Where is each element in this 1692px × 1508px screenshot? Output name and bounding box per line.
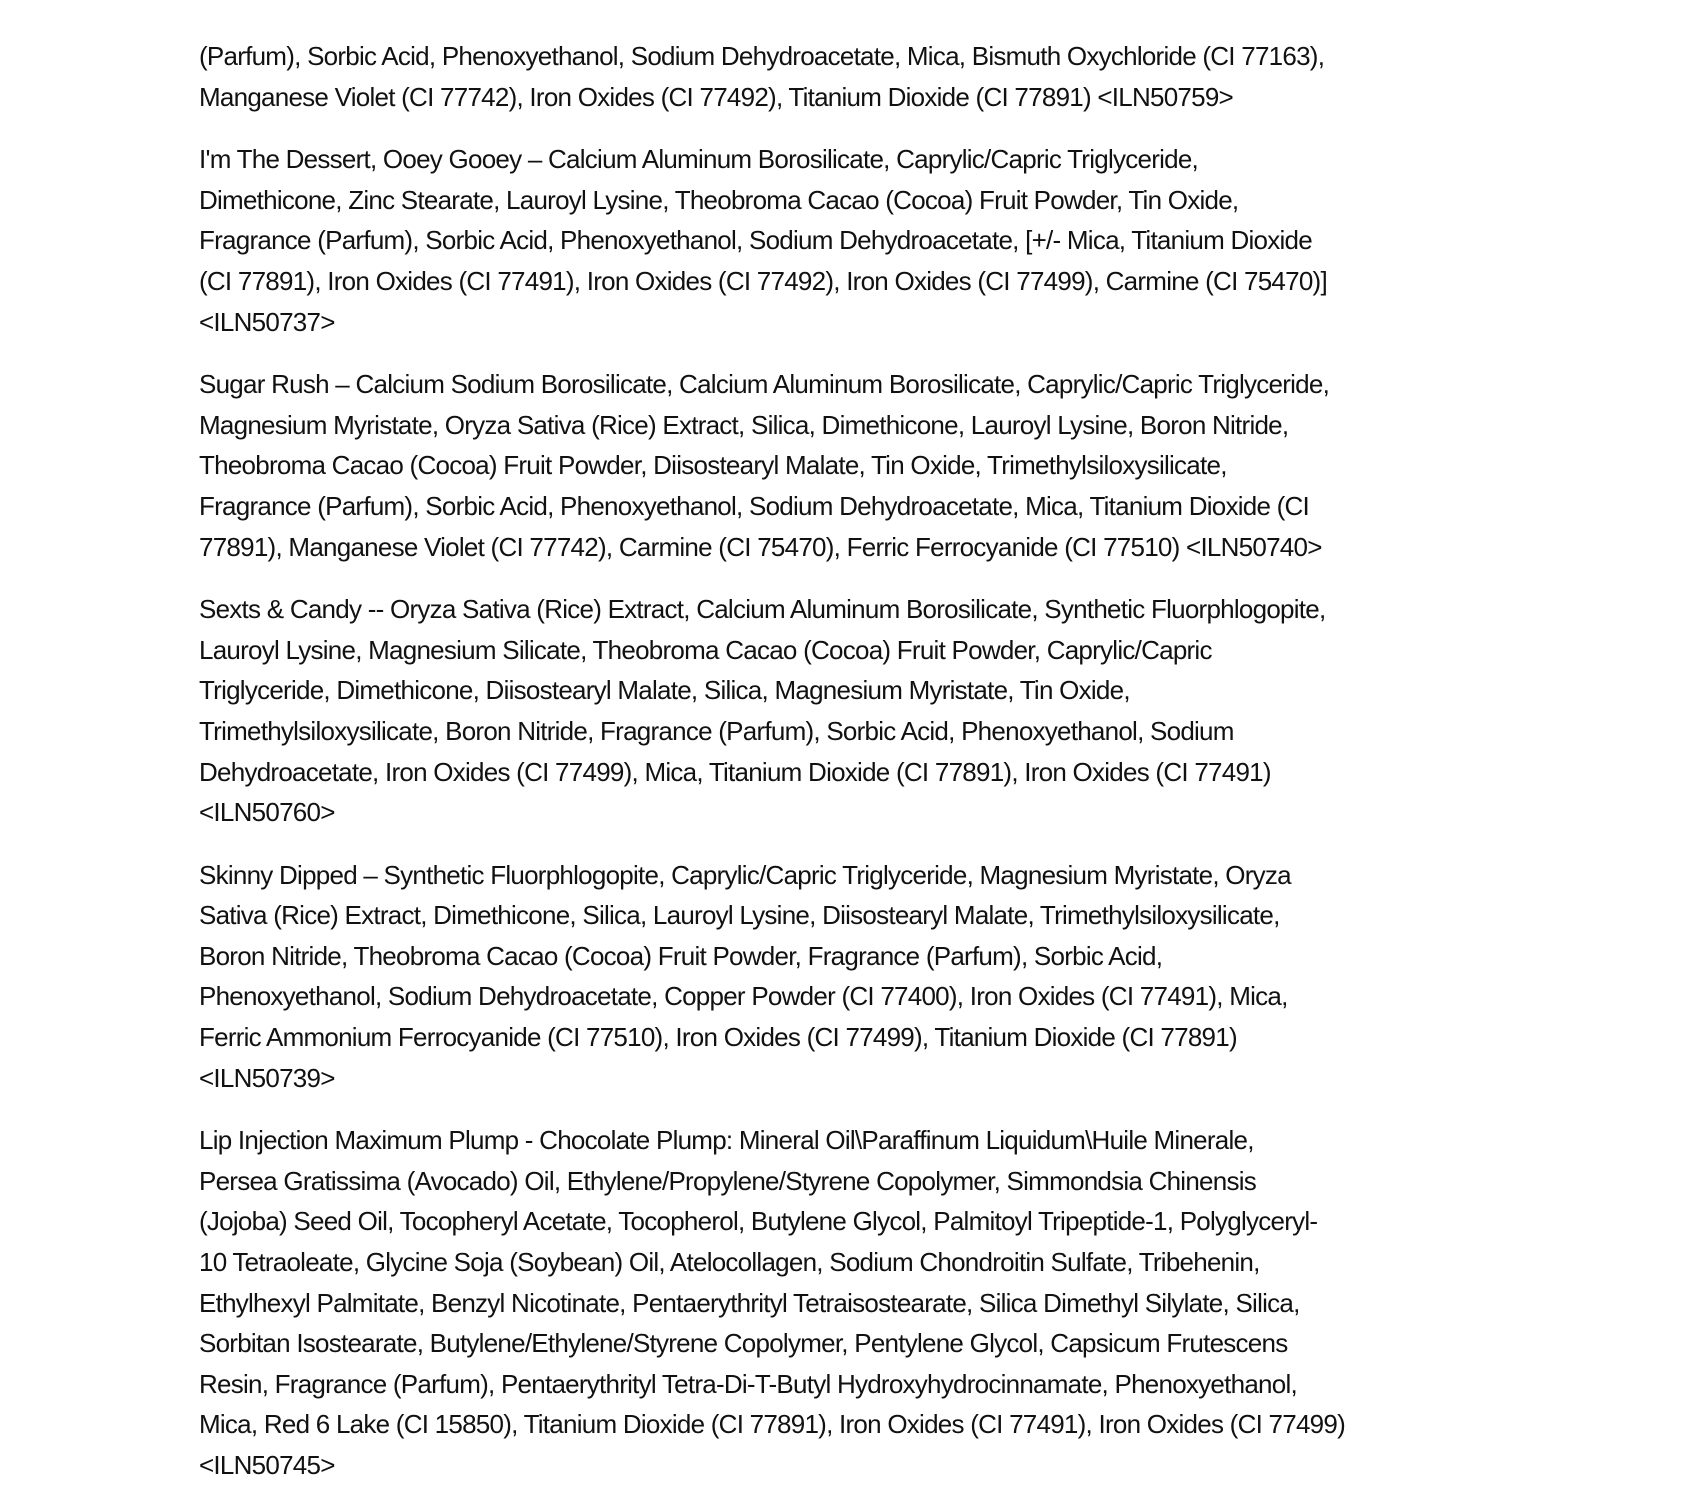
text-line: (Jojoba) Seed Oil, Tocopheryl Acetate, Tocopherol, Butylene Glycol, Palmitoyl Tripeptide-1, Polyglyceryl- bbox=[199, 1206, 1318, 1237]
ingredient-paragraph-im-the-dessert bbox=[199, 139, 1519, 342]
ingredient-paragraph-skinny-dipped bbox=[199, 855, 1519, 1099]
text-line: I'm The Dessert, Ooey Gooey – Calcium Aluminum Borosilicate, Caprylic/Capric Triglyceride, bbox=[199, 144, 1199, 175]
ingredient-paragraph-lip-injection bbox=[199, 1120, 1519, 1485]
text-line: Persea Gratissima (Avocado) Oil, Ethylene/Propylene/Styrene Copolymer, Simmondsia Chinensis bbox=[199, 1165, 1256, 1196]
ingredient-paragraph-continued bbox=[199, 36, 1519, 117]
text-line: 77891), Manganese Violet (CI 77742), Carmine (CI 75470), Ferric Ferrocyanide (CI 77510) <ILN50740> bbox=[199, 531, 1322, 562]
document-body bbox=[199, 36, 1519, 1508]
text-line: Sorbitan Isostearate, Butylene/Ethylene/Styrene Copolymer, Pentylene Glycol, Capsicum Frutescens bbox=[199, 1328, 1288, 1359]
text-line: (CI 77891), Iron Oxides (CI 77491), Iron Oxides (CI 77492), Iron Oxides (CI 77499), Carmine (CI 75470)] bbox=[199, 265, 1327, 296]
ingredient-paragraph-sugar-rush bbox=[199, 364, 1519, 567]
text-line: Manganese Violet (CI 77742), Iron Oxides (CI 77492), Titanium Dioxide (CI 77891) <ILN50759> bbox=[199, 81, 1233, 112]
text-line: Lip Injection Maximum Plump - Chocolate Plump: Mineral Oil\Paraffinum Liquidum\Huile Minerale, bbox=[199, 1125, 1254, 1156]
text-line: Phenoxyethanol, Sodium Dehydroacetate, Copper Powder (CI 77400), Iron Oxides (CI 77491), Mica, bbox=[199, 981, 1288, 1012]
text-line: Dehydroacetate, Iron Oxides (CI 77499), Mica, Titanium Dioxide (CI 77891), Iron Oxides (CI 77491) bbox=[199, 756, 1271, 787]
text-line: Ethylhexyl Palmitate, Benzyl Nicotinate, Pentaerythrityl Tetraisostearate, Silica Dimethyl Silylate, Silica, bbox=[199, 1287, 1300, 1318]
text-line: Skinny Dipped – Synthetic Fluorphlogopite, Caprylic/Capric Triglyceride, Magnesium Myristate, Oryza bbox=[199, 859, 1291, 890]
text-line: Theobroma Cacao (Cocoa) Fruit Powder, Diisostearyl Malate, Tin Oxide, Trimethylsiloxysilicate, bbox=[199, 450, 1227, 481]
text-line: <ILN50739> bbox=[199, 1062, 335, 1093]
text-line: Sugar Rush – Calcium Sodium Borosilicate, Calcium Aluminum Borosilicate, Caprylic/Capric Triglyceride, bbox=[199, 369, 1330, 400]
text-line: <ILN50745> bbox=[199, 1450, 335, 1480]
text-line: Lauroyl Lysine, Magnesium Silicate, Theobroma Cacao (Cocoa) Fruit Powder, Caprylic/Capric bbox=[199, 634, 1212, 665]
text-line: Dimethicone, Zinc Stearate, Lauroyl Lysine, Theobroma Cacao (Cocoa) Fruit Powder, Tin Oxide, bbox=[199, 184, 1239, 215]
ingredient-paragraph-sexts-and-candy bbox=[199, 589, 1519, 833]
text-line: <ILN50760> bbox=[199, 797, 335, 828]
text-line: Sativa (Rice) Extract, Dimethicone, Silica, Lauroyl Lysine, Diisostearyl Malate, Trimethylsiloxysilicate, bbox=[199, 900, 1280, 931]
text-line: Sexts & Candy -- Oryza Sativa (Rice) Extract, Calcium Aluminum Borosilicate, Synthetic Fluorphlogopite, bbox=[199, 594, 1326, 625]
text-line: 10 Tetraoleate, Glycine Soja (Soybean) Oil, Atelocollagen, Sodium Chondroitin Sulfate, Tribehenin, bbox=[199, 1247, 1260, 1278]
text-line: Magnesium Myristate, Oryza Sativa (Rice) Extract, Silica, Dimethicone, Lauroyl Lysine, Boron Nitride, bbox=[199, 409, 1289, 440]
text-line: Trimethylsiloxysilicate, Boron Nitride, Fragrance (Parfum), Sorbic Acid, Phenoxyethanol, Sodium bbox=[199, 715, 1234, 746]
text-line: <ILN50737> bbox=[199, 306, 335, 337]
text-line: (Parfum), Sorbic Acid, Phenoxyethanol, Sodium Dehydroacetate, Mica, Bismuth Oxychloride (CI 77163), bbox=[199, 41, 1325, 71]
text-line: Triglyceride, Dimethicone, Diisostearyl Malate, Silica, Magnesium Myristate, Tin Oxide, bbox=[199, 675, 1130, 706]
text-line: Mica, Red 6 Lake (CI 15850), Titanium Dioxide (CI 77891), Iron Oxides (CI 77491), Iron Oxides (CI 77499) bbox=[199, 1409, 1346, 1440]
text-line: Ferric Ammonium Ferrocyanide (CI 77510), Iron Oxides (CI 77499), Titanium Dioxide (CI 77891) bbox=[199, 1022, 1237, 1053]
text-line: Boron Nitride, Theobroma Cacao (Cocoa) Fruit Powder, Fragrance (Parfum), Sorbic Acid, bbox=[199, 940, 1163, 971]
text-line: Fragrance (Parfum), Sorbic Acid, Phenoxyethanol, Sodium Dehydroacetate, [+/- Mica, Titanium Dioxide bbox=[199, 225, 1312, 256]
text-line: Resin, Fragrance (Parfum), Pentaerythrityl Tetra-Di-T-Butyl Hydroxyhydrocinnamate, Phenoxyethanol, bbox=[199, 1368, 1297, 1399]
text-line: Fragrance (Parfum), Sorbic Acid, Phenoxyethanol, Sodium Dehydroacetate, Mica, Titanium Dioxide (CI bbox=[199, 490, 1310, 521]
